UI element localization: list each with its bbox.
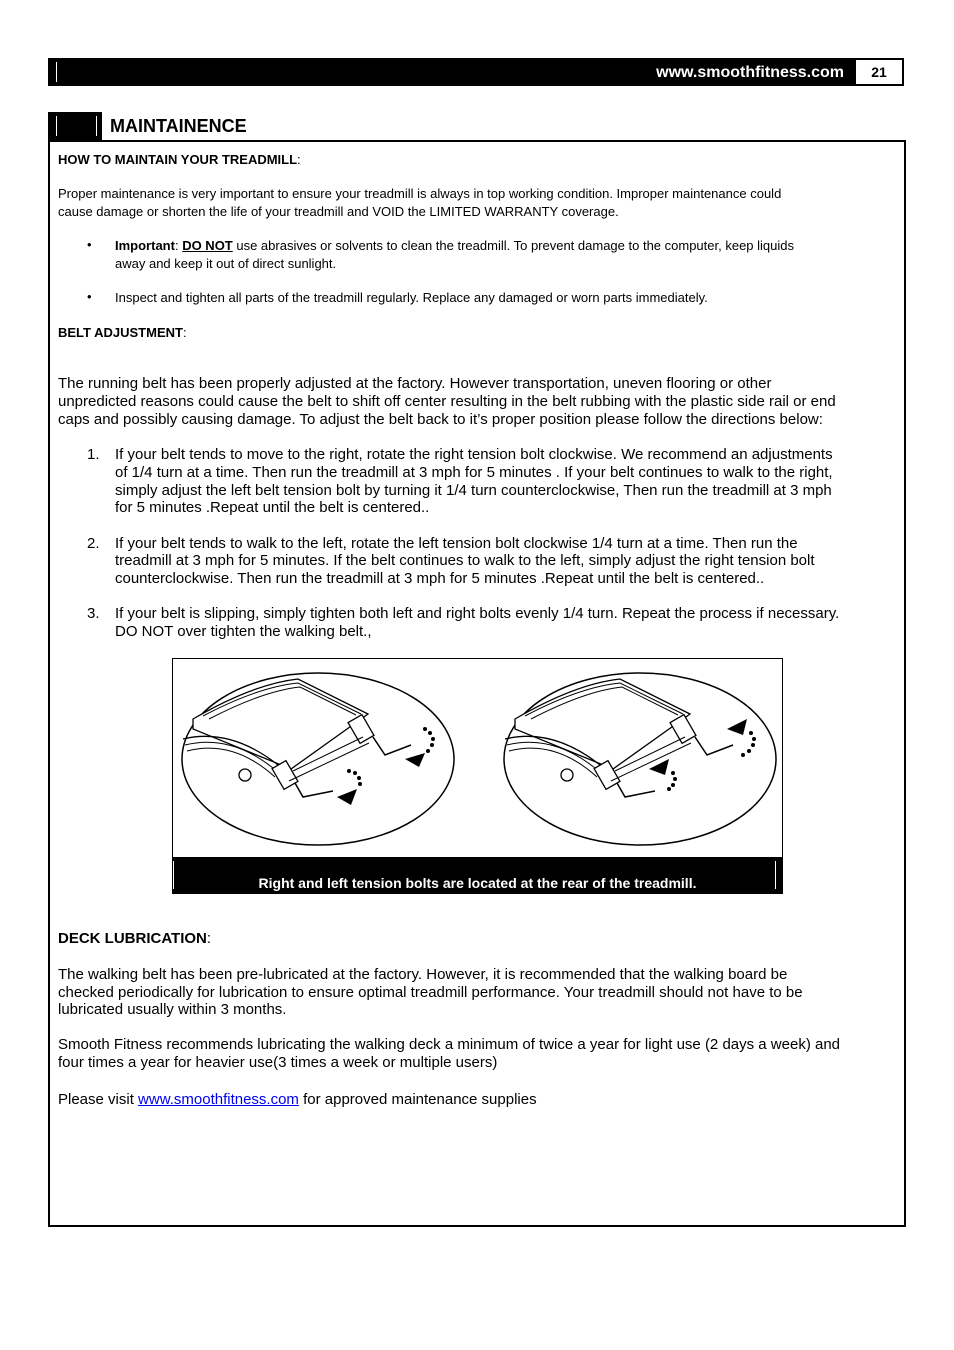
step-2-line-3: counterclockwise. Then run the treadmill at 3 mph for 5 minutes .Repeat until the belt is centered.. (115, 570, 765, 587)
belt-heading (58, 324, 187, 342)
deck-heading-text: DECK LUBRICATION (58, 930, 207, 947)
header-url: www.smoothfitness.com (656, 64, 844, 81)
step-1-line-3: simply adjust the left belt tension bolt by turning it 1/4 turn counterclockwise, Then run the treadmill at 3 mph (115, 482, 832, 499)
smoothfitness-link[interactable]: www.smoothfitness.com (138, 1091, 299, 1108)
left-treadmill-drawing (182, 673, 454, 845)
bullet-1-line-2: away and keep it out of direct sunlight. (115, 256, 337, 271)
maintain-heading (58, 151, 301, 169)
step-1-line-4: for 5 minutes .Repeat until the belt is centered.. (115, 499, 430, 516)
deck-para2-line-2: four times a year for heavier use(3 times a week or multiple users) (58, 1054, 498, 1071)
maintain-intro-line-2: cause damage or shorten the life of your treadmill and VOID the LIMITED WARRANTY coverage. (58, 204, 619, 219)
step-2-line-1: If your belt tends to walk to the left, rotate the left tension bolt clockwise 1/4 turn at a time. Then run the (115, 535, 798, 552)
step-2-number: 2. (87, 535, 100, 552)
deck-heading-colon: : (206, 930, 212, 947)
step-3-number: 3. (87, 605, 100, 622)
step-1-line-1: If your belt tends to move to the right, rotate the right tension bolt clockwise. We recommend an adjustments (115, 446, 833, 463)
deck-para1-line-1: The walking belt has been pre-lubricated at the factory. However, it is recommended that the walking board be (58, 966, 788, 983)
step-1-line-2: of 1/4 turn at a time. Then run the treadmill at 3 mph for 5 minutes . If your belt continues to walk to the right, (115, 464, 833, 481)
visit-suffix: for approved maintenance supplies (298, 1091, 537, 1108)
maintain-heading-text: HOW TO MAINTAIN YOUR TREADMILL (58, 152, 298, 167)
important-colon: : (174, 238, 183, 253)
deck-para1-line-3: lubricated usually within 3 months. (58, 1001, 287, 1018)
do-not-emphasis: DO NOT (182, 238, 233, 253)
figure-caption-bar (173, 857, 782, 893)
step-3-line-1: If your belt is slipping, simply tighten both left and right bolts evenly 1/4 turn. Repeat the process if necessary. (115, 605, 840, 622)
deck-heading (58, 930, 211, 948)
belt-para-line-3: caps and possibly causing damage. To adjust the belt back to it’s proper position please follow the directions below: (58, 411, 823, 428)
section-tab-divider-right (96, 116, 97, 136)
step-2-line-2: treadmill at 3 mph for 5 minutes. If the belt continues to walk to the left, simply adjust the right tension bolt (115, 552, 815, 569)
bullet-1-line-1 (115, 237, 794, 255)
step-1-number: 1. (87, 446, 100, 463)
belt-para-line-2: unpredicted reasons could cause the belt to shift off center resulting in the belt rubbing with the plastic side rail or end (58, 393, 836, 410)
page-number: 21 (854, 58, 904, 86)
header-bar (48, 58, 854, 86)
maintain-heading-colon: : (297, 152, 301, 167)
figure-caption: Right and left tension bolts are located at the rear of the treadmill. (258, 875, 697, 891)
section-title: MAINTAINENCE (110, 116, 247, 136)
bullet-1-rest: use abrasives or solvents to clean the treadmill. To prevent damage to the computer, keep liquids (232, 238, 794, 253)
visit-line (58, 1091, 537, 1109)
bullet-2-text: Inspect and tighten all parts of the treadmill regularly. Replace any damaged or worn parts immediately. (115, 290, 708, 305)
belt-heading-colon: : (182, 325, 187, 340)
step-3-line-2: DO NOT over tighten the walking belt., (115, 623, 372, 640)
right-treadmill-drawing (504, 673, 776, 845)
belt-para-line-1: The running belt has been properly adjusted at the factory. However transportation, uneven flooring or other (58, 375, 772, 392)
maintain-intro-line-1: Proper maintenance is very important to ensure your treadmill is always in top working condition. Improper maintenance could (58, 186, 782, 201)
deck-para1-line-2: checked periodically for lubrication to ensure optimal treadmill performance. Your treadmill should not have to be (58, 984, 803, 1001)
tension-bolts-illustration (173, 659, 783, 859)
belt-heading-text: BELT ADJUSTMENT (58, 325, 183, 340)
bullet-1-dot: • (87, 237, 92, 252)
bullet-2-dot: • (87, 289, 92, 304)
section-tab-divider-left (56, 116, 57, 136)
section-tab (48, 112, 102, 140)
deck-para2-line-1: Smooth Fitness recommends lubricating the walking deck a minimum of twice a year for light use (2 days a week) and (58, 1036, 841, 1053)
header-divider (56, 62, 57, 82)
tension-bolts-figure (172, 658, 783, 894)
visit-prefix: Please visit (58, 1091, 139, 1108)
important-label: Important (115, 238, 175, 253)
